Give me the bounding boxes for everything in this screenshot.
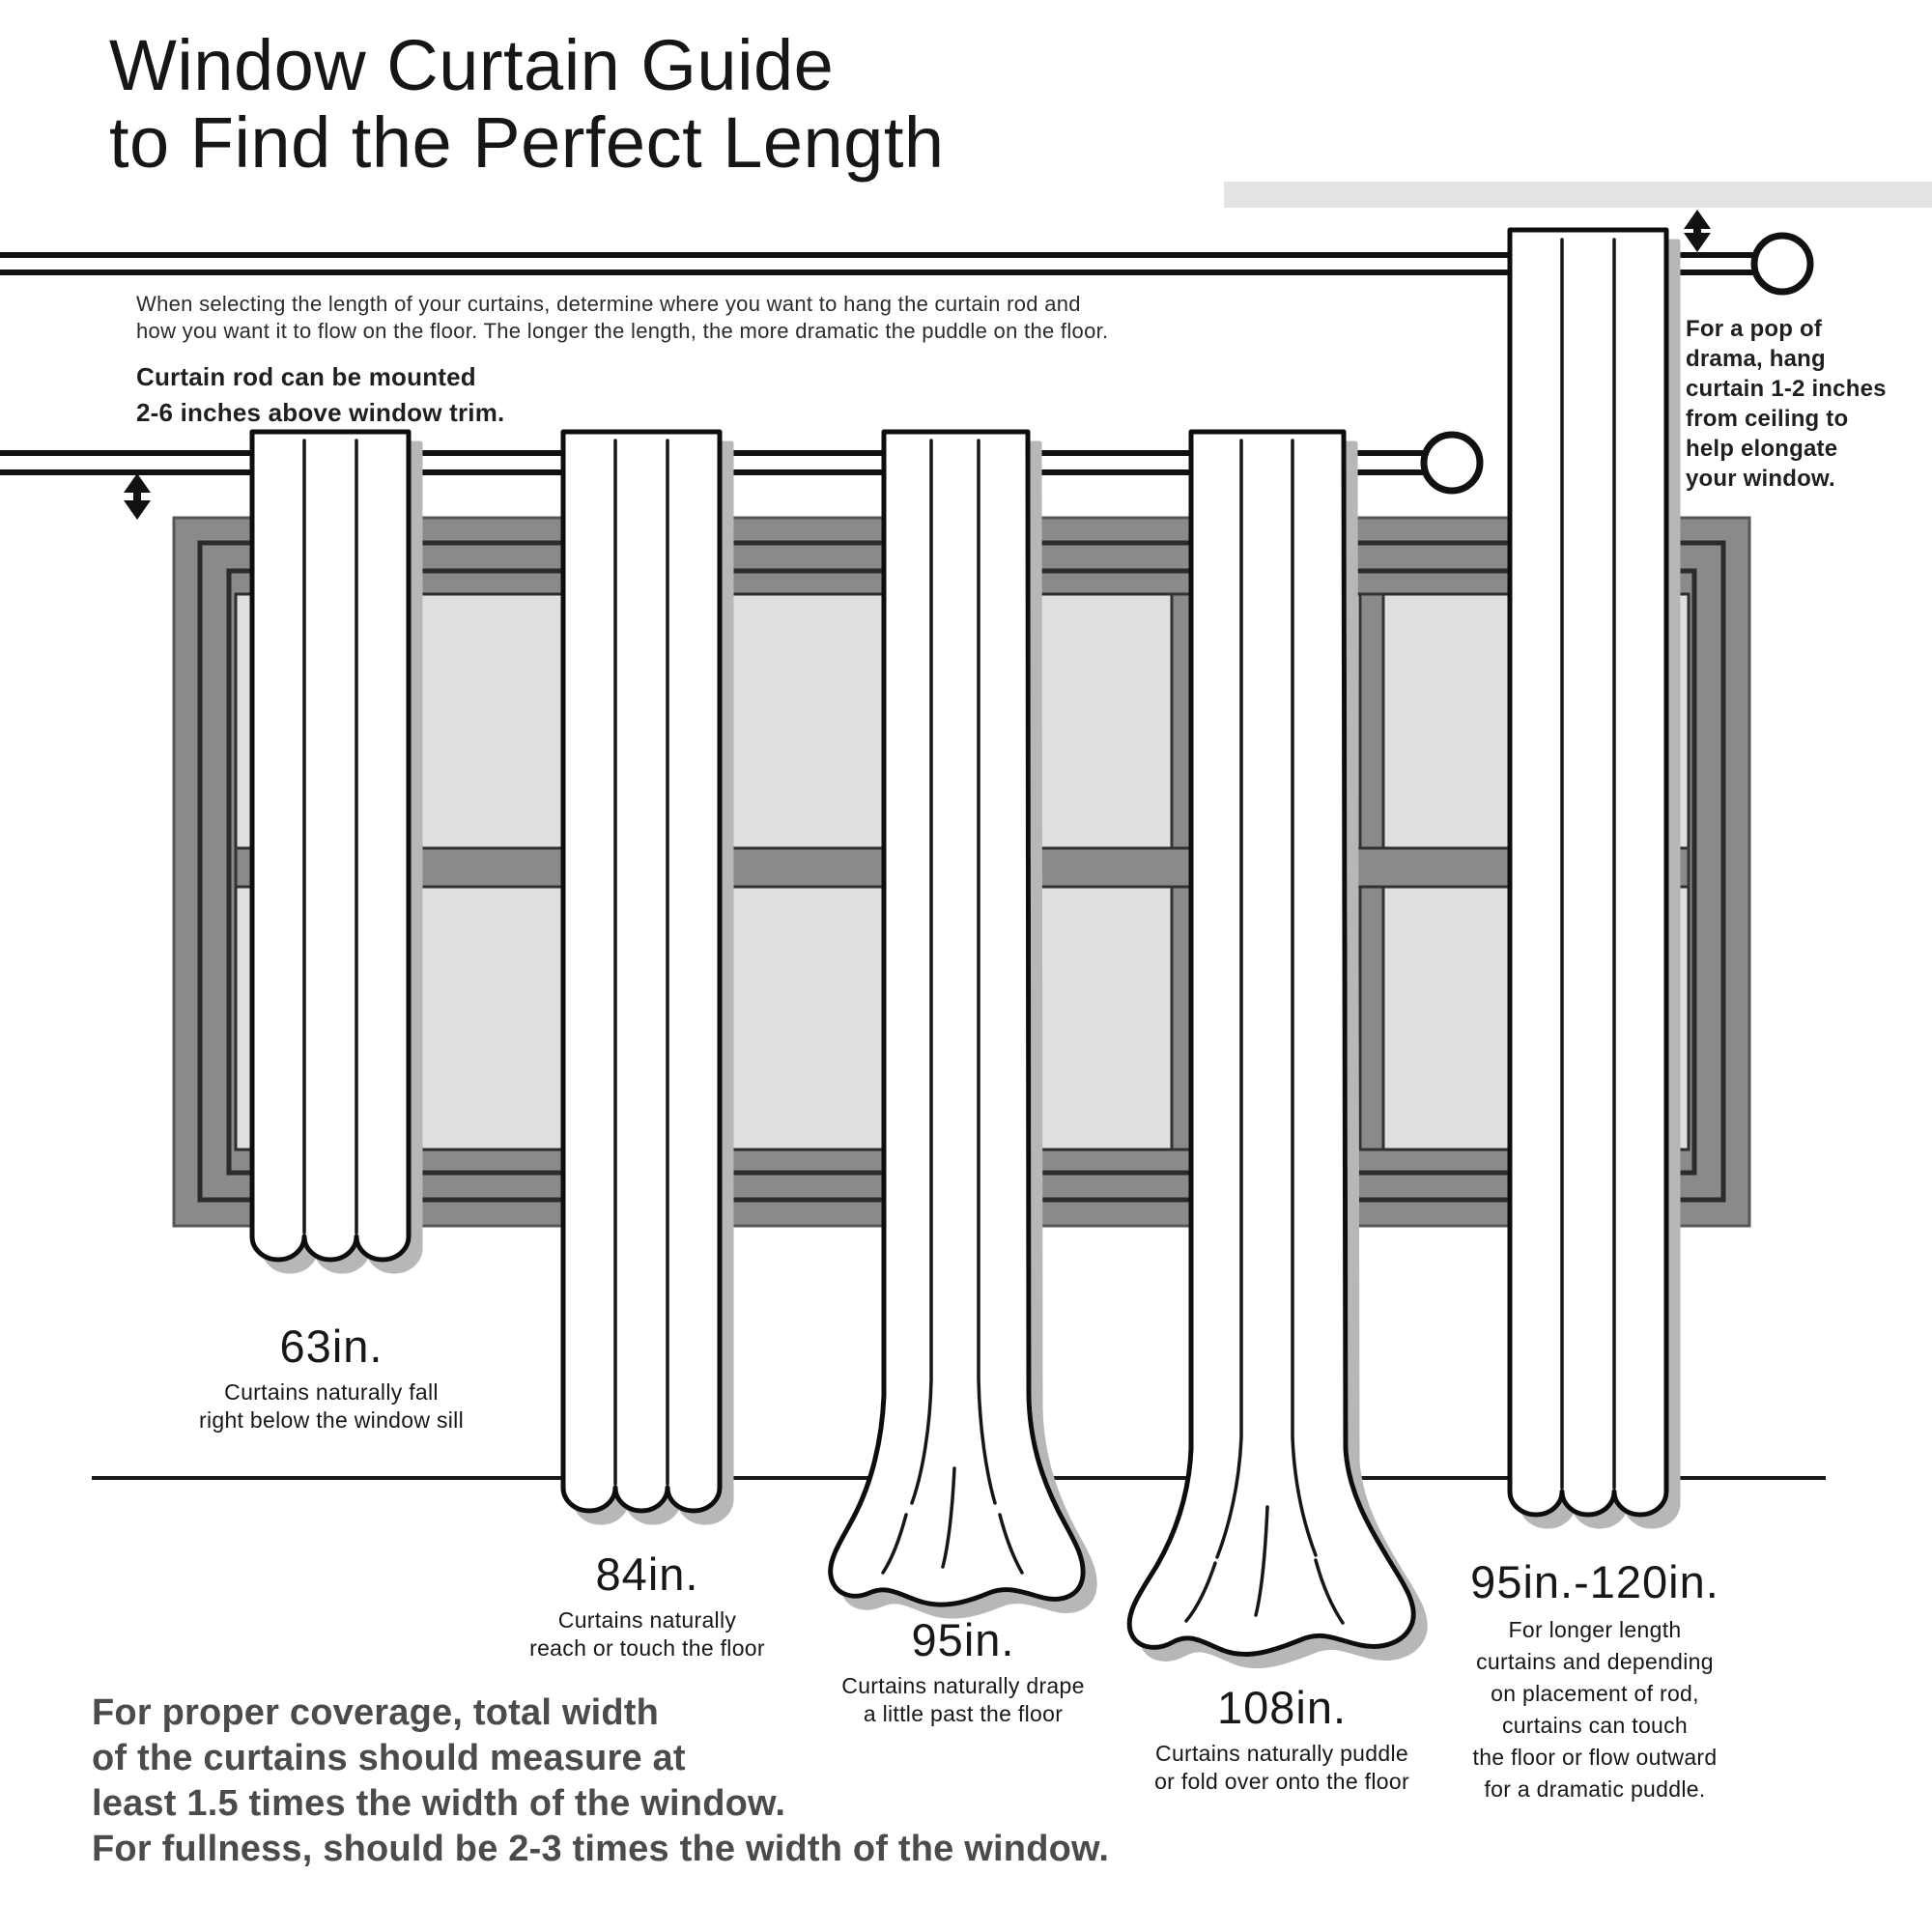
label-95-120in-desc-line: curtains and depending: [1476, 1649, 1714, 1674]
label-63in: [199, 1320, 464, 1435]
label-84in-length: 84in.: [595, 1548, 699, 1600]
page-title-line-2: to Find the Perfect Length: [109, 102, 945, 183]
label-63in-length: 63in.: [279, 1321, 384, 1372]
label-108in-desc-line: or fold over onto the floor: [1154, 1769, 1409, 1794]
ceiling-hang-note-line: curtain 1-2 inches: [1686, 376, 1887, 402]
label-84in-desc-line: Curtains naturally: [557, 1607, 737, 1633]
label-95-120in: [1470, 1555, 1719, 1805]
coverage-note-line: For fullness, should be 2-3 times the width of the window.: [92, 1829, 1110, 1869]
curtain-63in: [252, 432, 409, 1260]
label-95in-desc-line: Curtains naturally drape: [841, 1673, 1085, 1698]
label-95-120in-length: 95in.-120in.: [1470, 1556, 1719, 1607]
label-63in-desc-line: Curtains naturally fall: [224, 1379, 439, 1405]
label-84in-desc-line: reach or touch the floor: [529, 1635, 765, 1661]
label-95-120in-desc-line: for a dramatic puddle.: [1484, 1776, 1706, 1802]
label-95-120in-desc-line: curtains can touch: [1501, 1713, 1689, 1738]
ceiling-hang-note-line: your window.: [1686, 466, 1835, 492]
coverage-note-line: least 1.5 times the width of the window.: [92, 1783, 786, 1824]
ceiling-hang-note-line: drama, hang: [1686, 346, 1826, 372]
ceiling-gap-arrow: [1684, 210, 1711, 252]
rod-mount-note-line-2: 2-6 inches above window trim.: [136, 398, 505, 427]
page-title: [109, 27, 945, 182]
label-95-120in-desc-line: the floor or flow outward: [1472, 1745, 1718, 1770]
coverage-note: [92, 1690, 1109, 1872]
rod-height-arrow: [124, 473, 151, 520]
ceiling-hang-note-line: from ceiling to: [1686, 406, 1849, 432]
label-108in: [1154, 1681, 1409, 1796]
rod-mount-note-line-1: Curtain rod can be mounted: [136, 362, 476, 391]
label-95-120in-desc-line: on placement of rod,: [1491, 1681, 1699, 1706]
intro-line-1: When selecting the length of your curtains, determine where you want to hang the curtain rod and: [136, 292, 1081, 316]
curtain-84in: [563, 432, 720, 1511]
coverage-note-line: of the curtains should measure at: [92, 1738, 686, 1778]
label-95in-desc-line: a little past the floor: [863, 1701, 1064, 1726]
coverage-note-line: For proper coverage, total width: [92, 1692, 660, 1733]
label-63in-desc-line: right below the window sill: [198, 1407, 465, 1433]
intro-paragraph: [136, 291, 1108, 345]
page-title-line-1: Window Curtain Guide: [109, 25, 835, 105]
ceiling-hang-note-line: help elongate: [1686, 436, 1838, 462]
label-108in-length: 108in.: [1216, 1682, 1348, 1733]
ceiling-rod-ring-finial: [1754, 236, 1810, 292]
curtain-95-120in: [1510, 230, 1666, 1515]
intro-line-2: how you want it to flow on the floor. The longer the length, the more dramatic the puddle on the floor.: [136, 319, 1109, 343]
rod-mount-note: [136, 359, 504, 431]
ceiling-hang-note: [1686, 314, 1887, 494]
label-95in-length: 95in.: [911, 1614, 1015, 1665]
label-108in-desc-line: Curtains naturally puddle: [1155, 1741, 1408, 1766]
ceiling-hang-note-line: For a pop of: [1686, 316, 1823, 342]
label-84in: [529, 1548, 765, 1662]
window-rod-ring-finial: [1424, 435, 1480, 491]
label-95-120in-desc-line: For longer length: [1508, 1617, 1682, 1642]
